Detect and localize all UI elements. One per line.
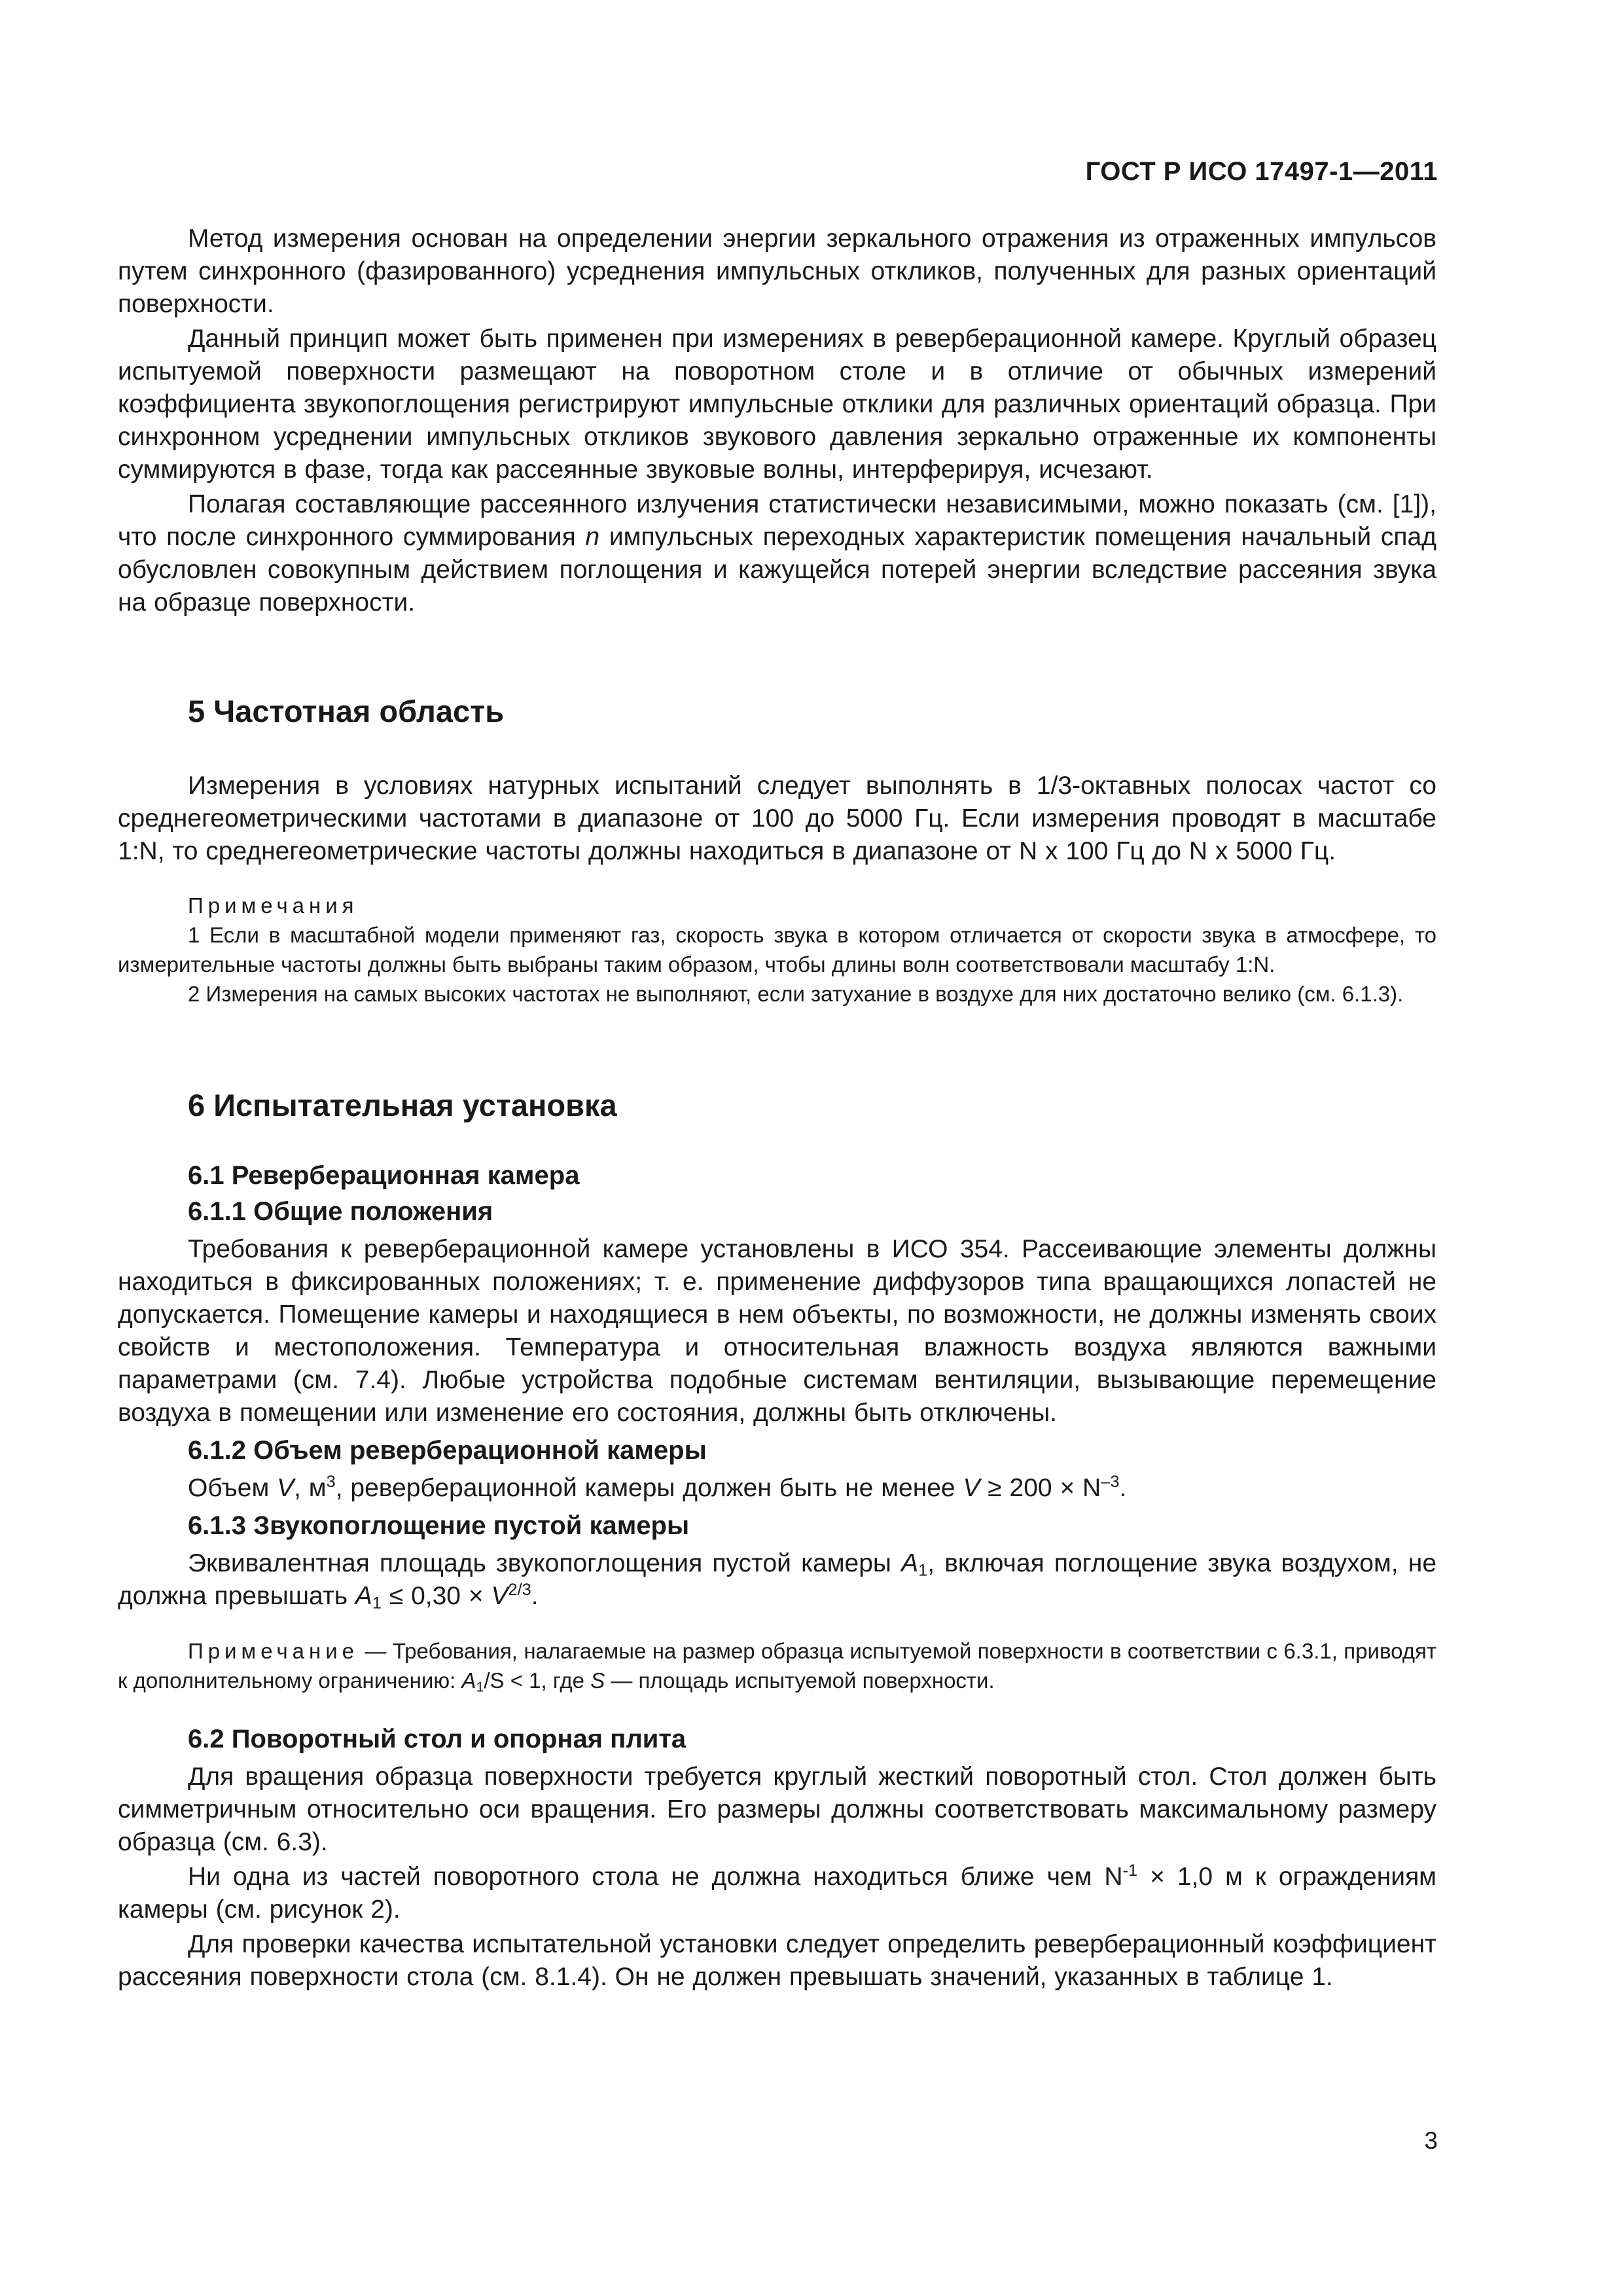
subsection-6-1-3-heading: 6.1.3 Звукопоглощение пустой камеры <box>188 1511 690 1540</box>
section-5-heading: 5 Частотная область <box>188 694 505 728</box>
subsection-6-1-2-heading: 6.1.2 Объем реверберационной камеры <box>188 1436 707 1465</box>
subsection-6-1-heading: 6.1 Реверберационная камера <box>188 1161 580 1190</box>
subsection-6-2-paragraph-2: Ни одна из частей поворотного стола не должна находиться ближе чем $N^{-1} \times 1,0$ м к ограждениям камеры (см. рисунок 2). <box>118 1861 1436 1924</box>
section-5-paragraph: Измерения в условиях натурных испытаний следует выполнять в 1/3-октавных полосах частот со среднегеометрическими частотами в диапазоне от 100 до 5000 Гц. Если измерения проводят в масштабе 1:N, то среднегеометрические частоты должны находиться в диапазоне от N x 100 Гц до N x 5000 Гц. <box>118 772 1436 865</box>
note-1: 1 Если в масштабной модели применяют газ, скорость звука в котором отличается от скорости звука в атмосфере, то измерительные частоты должны быть выбраны таким образом, чтобы длины волн соответствовали масштабу 1:N. <box>118 923 1436 977</box>
subsection-6-1-1-heading: 6.1.1 Общие положения <box>188 1197 493 1226</box>
notes-title: Примечания <box>188 893 359 918</box>
subsection-6-1-1-paragraph: Требования к реверберационной камере установлены в ИСО 354. Рассеивающие элементы должны находиться в фиксированных положениях; т. е. применение диффузоров типа вращающихся лопастей не допускается. Помещение камеры и находящиеся в нем объекты, по возможности, не должны изменять своих свойств и местоположения. Температура и относительная влажность воздуха являются важными параметрами (см. 7.4). Любые устройства подобные системам вентиляции, вызывающие перемещение воздуха в помещении или изменение его состояния, должны быть отключены. <box>118 1235 1436 1427</box>
document-body <box>118 223 1436 1996</box>
subsection-6-2-paragraph-3: Для проверки качества испытательной установки следует определить реверберационный коэффициент рассеяния поверхности стола (см. 8.1.4). Он не должен превышать значений, указанных в таблице 1. <box>118 1930 1436 1991</box>
page-number: 3 <box>1424 2127 1438 2154</box>
intro-paragraph-2: Данный принцип может быть применен при измерениях в реверберационной камере. Круглый образец испытуемой поверхности размещают на поворотном столе и в отличие от обычных измерений коэффициента звукопоглощения регистрируют импульсные отклики для различных ориентаций образца. При синхронном усреднении импульсных откликов звукового давления зеркально отраженные их компоненты суммируются в фазе, тогда как рассеянные звуковые волны, интерферируя, исчезают. <box>118 325 1436 484</box>
section-6-heading: 6 Испытательная установка <box>188 1088 617 1122</box>
note-2: 2 Измерения на самых высоких частотах не выполняют, если затухание в воздухе для них достаточно велико (см. 6.1.3). <box>188 982 1404 1006</box>
intro-paragraph-1: Метод измерения основан на определении энергии зеркального отражения из отраженных импульсов путем синхронного (фазированного) усреднения импульсных откликов, полученных для разных ориентаций поверхности. <box>118 224 1436 318</box>
document-header: ГОСТ Р ИСО 17497-1—2011 <box>1085 157 1438 186</box>
section-6-note: Примечание — Требования, налагаемые на размер образца испытуемой поверхности в соответствии с 6.3.1, приводят к дополнительному ограничению: $A_1/S < 1$, где S — площадь испытуемой поверхности. <box>118 1639 1436 1695</box>
subsection-6-1-3-paragraph: Эквивалентная площадь звукопоглощения пустой камеры $A_1$, включая поглощение звука воздухом, не должна превышать $A_1 \le 0,30 \times V^{2/3}$. <box>118 1549 1437 1613</box>
subsection-6-2-heading: 6.2 Поворотный стол и опорная плита <box>188 1725 687 1753</box>
intro-paragraph-3: Полагая составляющие рассеянного излучения статистически независимыми, можно показать (см. [1]), что после синхронного суммирования n импульсных переходных характеристик помещения начальный спад обусловлен совокупным действием поглощения и кажущейся потерей энергии вследствие рассеяния звука на образце поверхности. <box>118 490 1436 617</box>
subsection-6-1-2-paragraph: Объем V, $м^3$, реверберационной камеры должен быть не менее $V \ge 200 \times N^{-3}$. <box>188 1473 1127 1502</box>
subsection-6-2-paragraph-1: Для вращения образца поверхности требуется круглый жесткий поворотный стол. Стол должен быть симметричным относительно оси вращения. Его размеры должны соответствовать максимальному размеру образца (см. 6.3). <box>118 1763 1436 1856</box>
